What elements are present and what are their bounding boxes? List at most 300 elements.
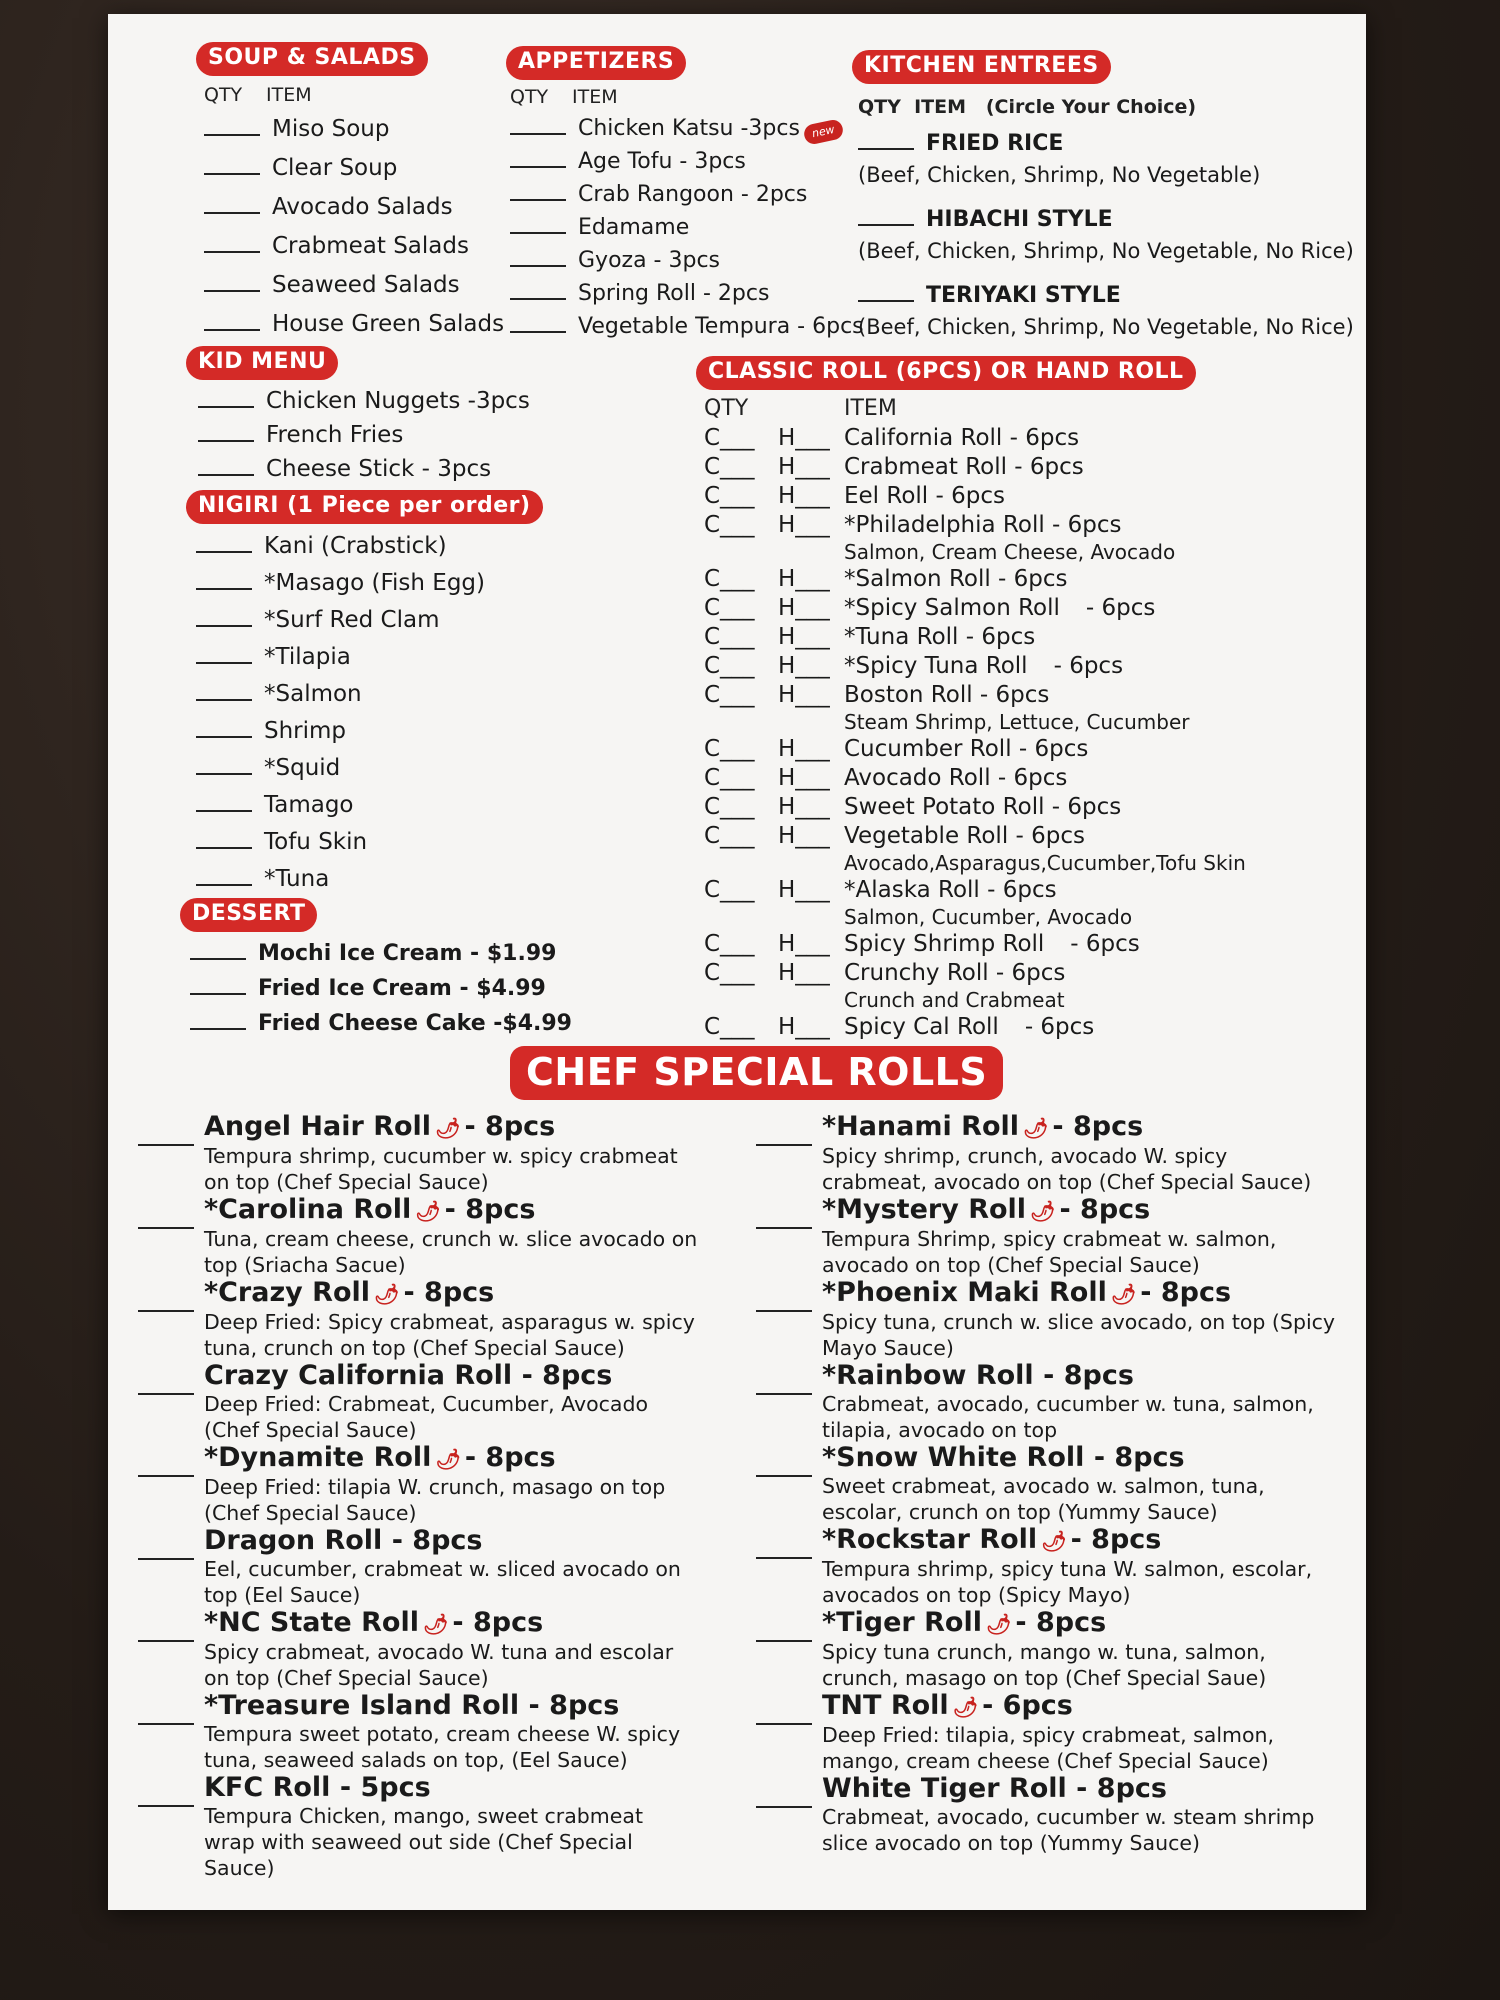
classic-roll-name: Eel Roll - 6pcs	[844, 483, 1005, 509]
chef-special-body	[204, 1691, 698, 1773]
classic-roll-item	[704, 793, 1344, 822]
qty-blank[interactable]	[138, 1707, 194, 1725]
nigiri-item	[196, 861, 516, 898]
chef-special-body	[822, 1361, 1336, 1443]
qty-blank[interactable]	[858, 132, 914, 150]
qty-label: QTY	[704, 396, 749, 421]
chef-special-desc: Tempura Chicken, mango, sweet crabmeat wrap with seaweed out side (Chef Special Sauce)	[204, 1804, 643, 1880]
classic-roll-item	[704, 822, 1344, 851]
classic-roll-checkbox[interactable]: C___	[704, 512, 755, 538]
chef-special-desc: Spicy shrimp, crunch, avocado W. spicy crabmeat, avocado on top (Chef Special Sauce)	[822, 1144, 1312, 1194]
qty-blank[interactable]	[756, 1790, 812, 1808]
chef-special-pcs: - 5pcs	[339, 1772, 431, 1803]
chef-special-name: *Treasure Island Roll	[204, 1690, 520, 1721]
classic-roll-name: *Philadelphia Roll - 6pcs	[844, 512, 1122, 538]
chef-special-title	[204, 1278, 698, 1309]
chef-special-body	[822, 1691, 1336, 1774]
hand-roll-checkbox[interactable]: H___	[778, 931, 830, 957]
nigiri-item	[196, 565, 516, 602]
dessert-item	[190, 1006, 572, 1041]
chef-special-pcs: - 8pcs	[452, 1607, 544, 1638]
qty-blank[interactable]	[510, 183, 566, 201]
classic-roll-pcs: - 6pcs	[1085, 595, 1156, 621]
qty-blank[interactable]	[198, 390, 254, 408]
classic-roll-name: Spicy Shrimp Roll	[844, 931, 1045, 957]
classic-roll-checkbox[interactable]: C___	[704, 682, 755, 708]
hand-roll-checkbox[interactable]: H___	[778, 823, 830, 849]
appetizers-heading: APPETIZERS	[506, 46, 686, 80]
chili-pepper-icon: 🌶	[415, 1199, 441, 1223]
hand-roll-checkbox[interactable]: H___	[778, 624, 830, 650]
classic-roll-desc: Salmon, Cream Cheese, Avocado	[844, 540, 1176, 564]
qty-blank[interactable]	[196, 720, 252, 738]
qty-blank[interactable]	[756, 1541, 812, 1559]
chef-special-title	[204, 1112, 698, 1143]
chef-special-item	[138, 1195, 698, 1278]
chili-pepper-icon: 🌶	[374, 1282, 400, 1306]
appetizers-header	[510, 82, 810, 112]
chef-special-body	[204, 1278, 698, 1361]
qty-blank[interactable]	[204, 196, 260, 214]
classic-roll-item	[704, 959, 1344, 988]
classic-roll-desc: Steam Shrimp, Lettuce, Cucumber	[844, 710, 1190, 734]
kid-menu-item	[198, 384, 530, 418]
classic-header	[704, 394, 1344, 424]
qty-blank[interactable]	[190, 977, 246, 995]
chef-special-item	[138, 1526, 698, 1608]
classic-roll-item	[704, 930, 1344, 959]
classic-roll-item	[704, 424, 1344, 453]
kid-menu-item	[198, 452, 518, 486]
appetizer-item-label: Vegetable Tempura - 6pcs	[578, 314, 864, 339]
classic-roll-checkbox[interactable]: C___	[704, 877, 755, 903]
qty-label: QTY	[204, 84, 243, 106]
classic-roll-name: California Roll - 6pcs	[844, 425, 1080, 451]
chili-pepper-icon: 🌶	[1030, 1199, 1056, 1223]
nigiri-item-label: Shrimp	[264, 718, 347, 744]
kitchen-header: QTY ITEM (Circle Your Choice)	[858, 96, 1197, 118]
nigiri-item	[196, 676, 516, 713]
hand-roll-checkbox[interactable]: H___	[778, 595, 830, 621]
classic-roll-checkbox[interactable]: C___	[704, 1014, 755, 1040]
kitchen-entree-name: FRIED RICE	[926, 131, 1064, 156]
nigiri-item-label: *Tilapia	[264, 644, 351, 670]
chef-special-pcs: - 8pcs	[1093, 1442, 1185, 1473]
chef-special-pcs: - 8pcs	[1043, 1360, 1134, 1391]
classic-roll-name: Cucumber Roll - 6pcs	[844, 736, 1089, 762]
chef-special-item	[138, 1608, 698, 1691]
chef-special-title	[822, 1278, 1336, 1309]
hand-roll-checkbox[interactable]: H___	[778, 653, 830, 679]
qty-blank[interactable]	[138, 1789, 194, 1807]
nigiri-item	[196, 787, 516, 824]
chef-special-item	[756, 1112, 1336, 1195]
chef-special-title	[204, 1773, 698, 1803]
qty-blank[interactable]	[756, 1294, 812, 1312]
qty-blank[interactable]	[756, 1459, 812, 1477]
dessert-item-label: Mochi Ice Cream - $1.99	[258, 941, 557, 966]
classic-roll-checkbox[interactable]: C___	[704, 454, 755, 480]
chef-special-item	[138, 1278, 698, 1361]
qty-blank[interactable]	[138, 1542, 194, 1560]
appetizer-item-label: Age Tofu - 3pcs	[578, 149, 746, 174]
qty-blank[interactable]	[510, 282, 566, 300]
chef-special-desc: Deep Fried: tilapia W. crunch, masago on top (Chef Special Sauce)	[204, 1475, 666, 1525]
chef-special-item	[756, 1608, 1336, 1691]
soup-item	[204, 149, 504, 188]
hand-roll-checkbox[interactable]: H___	[778, 736, 830, 762]
kitchen-entree-options[interactable]: (Beef, Chicken, Shrimp, No Vegetable, No Rice)	[858, 239, 1354, 263]
chef-special-name: *Carolina Roll	[204, 1194, 412, 1225]
chili-pepper-icon: 🌶	[952, 1695, 979, 1719]
nigiri-item-label: Tofu Skin	[264, 829, 368, 855]
chef-special-desc: Tempura sweet potato, cream cheese W. spicy tuna, seaweed salads on top, (Eel Sauce)	[204, 1722, 681, 1772]
kitchen-entrees-heading: KITCHEN ENTREES	[852, 50, 1111, 84]
chef-special-pcs: - 8pcs	[464, 1111, 556, 1142]
qty-blank[interactable]	[138, 1128, 194, 1146]
qty-blank[interactable]	[858, 208, 914, 226]
chili-pepper-icon: 🌶	[1110, 1282, 1137, 1306]
classic-roll-item	[704, 735, 1344, 764]
kid-menu-item-label: Cheese Stick - 3pcs	[266, 456, 492, 482]
classic-roll-pcs: - 6pcs	[1053, 653, 1124, 679]
qty-blank[interactable]	[756, 1707, 812, 1725]
classic-roll-checkbox[interactable]: C___	[704, 595, 755, 621]
qty-blank[interactable]	[196, 535, 252, 553]
kid-menu-section	[198, 384, 530, 486]
qty-blank[interactable]	[510, 315, 566, 333]
appetizer-item-label: Edamame	[578, 215, 690, 240]
chef-special-item	[756, 1195, 1336, 1278]
soup-item	[204, 227, 504, 266]
hand-roll-checkbox[interactable]: H___	[778, 1014, 830, 1040]
classic-roll-checkbox[interactable]: C___	[704, 794, 755, 820]
chef-special-desc: Eel, cucumber, crabmeat w. sliced avocado on top (Eel Sauce)	[204, 1557, 681, 1607]
chef-special-name: *NC State Roll	[204, 1607, 419, 1638]
chef-special-item	[756, 1443, 1336, 1525]
classic-roll-checkbox[interactable]: C___	[704, 483, 755, 509]
chili-pepper-icon: 🌶	[435, 1447, 461, 1471]
nigiri-item-label: *Surf Red Clam	[264, 607, 440, 633]
chef-special-right	[756, 1112, 1336, 1856]
soup-item-label: Seaweed Salads	[272, 272, 460, 298]
qty-blank[interactable]	[204, 235, 260, 253]
qty-blank[interactable]	[196, 868, 252, 886]
classic-roll-name: *Alaska Roll - 6pcs	[844, 877, 1057, 903]
chef-special-body	[204, 1526, 698, 1608]
classic-roll-item	[704, 482, 1344, 511]
chef-special-desc: Spicy tuna, crunch w. slice avocado, on top (Spicy Mayo Sauce)	[822, 1310, 1336, 1360]
nigiri-item-label: *Squid	[264, 755, 341, 781]
chili-pepper-icon: 🌶	[1023, 1116, 1049, 1140]
dessert-item	[190, 971, 550, 1006]
qty-blank[interactable]	[204, 157, 260, 175]
soup-item-label: Clear Soup	[272, 155, 398, 181]
qty-blank[interactable]	[198, 424, 254, 442]
chef-special-body	[822, 1608, 1336, 1691]
chef-special-title	[822, 1525, 1336, 1556]
classic-roll-section	[704, 394, 1344, 1042]
classic-roll-desc: Avocado,Asparagus,Cucumber,Tofu Skin	[844, 851, 1246, 875]
chef-special-name: *Phoenix Maki Roll	[822, 1277, 1107, 1308]
chef-special-name: *Rainbow Roll	[822, 1360, 1034, 1391]
qty-blank[interactable]	[756, 1128, 812, 1146]
chef-special-name: Dragon Roll	[204, 1525, 383, 1556]
chili-pepper-icon: 🌶	[435, 1116, 461, 1140]
chef-special-desc: Spicy tuna crunch, mango w. tuna, salmon, crunch, masago on top (Chef Special Saue)	[822, 1640, 1267, 1690]
chef-special-pcs: - 8pcs	[1076, 1773, 1167, 1804]
qty-blank[interactable]	[756, 1624, 812, 1642]
classic-roll-item	[704, 764, 1344, 793]
chef-special-name: *Dynamite Roll	[204, 1442, 432, 1473]
classic-roll-checkbox[interactable]: C___	[704, 624, 755, 650]
qty-blank[interactable]	[190, 1012, 246, 1030]
classic-roll-desc: Crunch and Crabmeat	[844, 988, 1065, 1012]
kitchen-entree-options[interactable]: (Beef, Chicken, Shrimp, No Vegetable, No Rice)	[858, 315, 1354, 339]
soup-item-label: Crabmeat Salads	[272, 233, 469, 259]
classic-roll-name: Crabmeat Roll - 6pcs	[844, 454, 1084, 480]
classic-roll-item	[704, 565, 1344, 594]
new-badge: new	[802, 118, 844, 146]
chef-special-desc: Tempura Shrimp, spicy crabmeat w. salmon, avocado on top (Chef Special Sauce)	[822, 1227, 1277, 1277]
chef-special-name: TNT Roll	[822, 1690, 949, 1721]
chef-special-pcs: - 8pcs	[528, 1690, 620, 1721]
dessert-heading: DESSERT	[180, 898, 317, 932]
chef-special-desc: Deep Fried: tilapia, spicy crabmeat, salmon, mango, cream cheese (Chef Special Sauce)	[822, 1723, 1275, 1773]
soup-item-label: Avocado Salads	[272, 194, 453, 220]
chef-special-left	[138, 1112, 698, 1881]
classic-roll-item	[704, 594, 1344, 623]
chef-special-name: *Rockstar Roll	[822, 1524, 1038, 1555]
classic-roll-item	[704, 1013, 1344, 1042]
qty-blank[interactable]	[510, 117, 566, 135]
appetizer-item-label: Gyoza - 3pcs	[578, 248, 721, 273]
qty-blank[interactable]	[756, 1377, 812, 1395]
chef-special-body	[822, 1112, 1336, 1195]
qty-blank[interactable]	[510, 216, 566, 234]
hand-roll-checkbox[interactable]: H___	[778, 566, 830, 592]
nigiri-item-label: *Tuna	[264, 866, 330, 892]
chef-special-title	[204, 1608, 698, 1639]
qty-blank[interactable]	[196, 757, 252, 775]
chef-special-body	[822, 1443, 1336, 1525]
chef-special-name: *Hanami Roll	[822, 1111, 1020, 1142]
qty-blank[interactable]	[756, 1211, 812, 1229]
nigiri-item	[196, 528, 516, 565]
classic-roll-checkbox[interactable]: C___	[704, 960, 755, 986]
chef-special-name: *Mystery Roll	[822, 1194, 1027, 1225]
classic-roll-name: Sweet Potato Roll - 6pcs	[844, 794, 1122, 820]
item-label: ITEM	[266, 84, 312, 106]
chef-special-name: Angel Hair Roll	[204, 1111, 432, 1142]
chef-special-body	[204, 1608, 698, 1691]
classic-roll-checkbox[interactable]: C___	[704, 931, 755, 957]
classic-roll-name: Vegetable Roll - 6pcs	[844, 823, 1085, 849]
chef-special-pcs: - 8pcs	[403, 1277, 495, 1308]
chef-special-heading: CHEF SPECIAL ROLLS	[510, 1046, 1003, 1100]
nigiri-item	[196, 824, 516, 861]
qty-blank[interactable]	[204, 118, 260, 136]
chef-special-pcs: - 8pcs	[464, 1442, 556, 1473]
chef-special-body	[204, 1361, 698, 1443]
chef-special-title	[204, 1361, 698, 1391]
qty-blank[interactable]	[198, 458, 254, 476]
chef-special-title	[822, 1691, 1336, 1722]
hand-roll-checkbox[interactable]: H___	[778, 877, 830, 903]
classic-roll-checkbox[interactable]: C___	[704, 653, 755, 679]
chef-special-pcs: - 8pcs	[1015, 1607, 1107, 1638]
classic-roll-item	[704, 652, 1344, 681]
dessert-section	[190, 936, 572, 1041]
dessert-item	[190, 936, 557, 971]
chef-special-name: *Tiger Roll	[822, 1607, 982, 1638]
chef-special-pcs: - 8pcs	[521, 1360, 613, 1391]
qty-blank[interactable]	[196, 646, 252, 664]
soup-item-label: House Green Salads	[272, 311, 505, 337]
classic-roll-name: Boston Roll - 6pcs	[844, 682, 1050, 708]
qty-blank[interactable]	[190, 942, 246, 960]
chef-special-title	[204, 1691, 698, 1721]
soup-item	[204, 188, 504, 227]
hand-roll-checkbox[interactable]: H___	[778, 794, 830, 820]
classic-roll-name: *Spicy Tuna Roll	[844, 653, 1028, 679]
hand-roll-checkbox[interactable]: H___	[778, 512, 830, 538]
qty-blank[interactable]	[510, 150, 566, 168]
hand-roll-checkbox[interactable]: H___	[778, 425, 830, 451]
chef-special-item	[756, 1278, 1336, 1361]
chef-special-title	[822, 1195, 1336, 1226]
chef-special-desc: Crabmeat, avocado, cucumber w. steam shrimp slice avocado on top (Yummy Sauce)	[822, 1805, 1315, 1855]
appetizer-item-label: Crab Rangoon - 2pcs	[578, 182, 808, 207]
classic-roll-checkbox[interactable]: C___	[704, 566, 755, 592]
chef-special-body	[822, 1525, 1336, 1608]
appetizers-section	[510, 82, 864, 343]
classic-roll-checkbox[interactable]: C___	[704, 736, 755, 762]
chef-special-item	[138, 1773, 698, 1881]
soup-salads-section	[204, 80, 504, 344]
classic-roll-name: *Tuna Roll - 6pcs	[844, 624, 1036, 650]
nigiri-heading: NIGIRI (1 Piece per order)	[186, 490, 543, 524]
chef-special-body	[204, 1195, 698, 1278]
chef-special-name: Crazy California Roll	[204, 1360, 513, 1391]
qty-blank[interactable]	[196, 572, 252, 590]
chef-special-body	[204, 1443, 698, 1526]
chef-special-title	[822, 1774, 1336, 1804]
hand-roll-checkbox[interactable]: H___	[778, 960, 830, 986]
hand-roll-checkbox[interactable]: H___	[778, 483, 830, 509]
soup-salads-heading: SOUP & SALADS	[196, 42, 428, 76]
classic-roll-item	[704, 453, 1344, 482]
qty-blank[interactable]	[196, 831, 252, 849]
classic-roll-checkbox[interactable]: C___	[704, 425, 755, 451]
chef-special-item	[756, 1691, 1336, 1774]
chef-special-title	[822, 1112, 1336, 1143]
appetizer-item	[510, 112, 836, 145]
qty-blank[interactable]	[138, 1459, 194, 1477]
classic-roll-desc: Salmon, Cucumber, Avocado	[844, 905, 1133, 929]
kid-menu-heading: KID MENU	[186, 346, 338, 380]
qty-blank[interactable]	[510, 249, 566, 267]
soup-item	[204, 266, 504, 305]
chef-special-item	[756, 1361, 1336, 1443]
classic-roll-checkbox[interactable]: C___	[704, 823, 755, 849]
kitchen-entree-name: TERIYAKI STYLE	[926, 283, 1121, 308]
chef-special-desc: Deep Fried: Crabmeat, Cucumber, Avocado (Chef Special Sauce)	[204, 1392, 649, 1442]
chef-special-desc: Tuna, cream cheese, crunch w. slice avocado on top (Sriacha Sacue)	[204, 1227, 698, 1277]
kitchen-entree-name: HIBACHI STYLE	[926, 207, 1113, 232]
classic-roll-name: Crunchy Roll - 6pcs	[844, 960, 1066, 986]
menu-sheet	[108, 14, 1366, 1910]
qty-blank[interactable]	[204, 313, 260, 331]
kid-menu-item-label: Chicken Nuggets -3pcs	[266, 388, 530, 414]
qty-blank[interactable]	[196, 683, 252, 701]
chef-special-name: KFC Roll	[204, 1772, 331, 1803]
appetizer-item	[510, 145, 810, 178]
kitchen-entree-title	[858, 280, 1358, 312]
chef-special-name: White Tiger Roll	[822, 1773, 1067, 1804]
chef-special-item	[138, 1691, 698, 1773]
appetizer-item	[510, 211, 810, 244]
qty-blank[interactable]	[858, 284, 914, 302]
qty-label: QTY	[510, 86, 549, 108]
classic-roll-name: *Spicy Salmon Roll	[844, 595, 1060, 621]
qty-blank[interactable]	[138, 1211, 194, 1229]
chef-special-title	[204, 1195, 698, 1226]
qty-blank[interactable]	[138, 1294, 194, 1312]
qty-blank[interactable]	[138, 1377, 194, 1395]
chef-special-title	[204, 1526, 698, 1556]
chef-special-name: *Snow White Roll	[822, 1442, 1085, 1473]
item-label: ITEM	[844, 396, 897, 421]
chef-special-title	[204, 1443, 698, 1474]
kitchen-entree-title	[858, 128, 1358, 160]
classic-roll-name: Avocado Roll - 6pcs	[844, 765, 1068, 791]
nigiri-section	[196, 528, 516, 898]
hand-roll-checkbox[interactable]: H___	[778, 454, 830, 480]
dessert-item-label: Fried Cheese Cake -$4.99	[258, 1011, 572, 1036]
nigiri-item-label: *Salmon	[264, 681, 362, 707]
item-label: ITEM	[572, 86, 618, 108]
nigiri-item	[196, 602, 516, 639]
hand-roll-checkbox[interactable]: H___	[778, 765, 830, 791]
kitchen-entree-options[interactable]: (Beef, Chicken, Shrimp, No Vegetable)	[858, 163, 1261, 187]
appetizer-item	[510, 277, 810, 310]
chef-special-pcs: - 8pcs	[1070, 1524, 1162, 1555]
kid-menu-item-label: French Fries	[266, 422, 404, 448]
soup-item-label: Miso Soup	[272, 116, 390, 142]
chef-special-item	[756, 1525, 1336, 1608]
chili-pepper-icon: 🌶	[422, 1612, 449, 1636]
chef-special-desc: Crabmeat, avocado, cucumber w. tuna, salmon, tilapia, avocado on top	[822, 1392, 1314, 1442]
chef-special-pcs: - 8pcs	[391, 1525, 483, 1556]
classic-roll-pcs: - 6pcs	[1070, 931, 1140, 957]
qty-blank[interactable]	[204, 274, 260, 292]
nigiri-item	[196, 750, 516, 787]
qty-blank[interactable]	[196, 794, 252, 812]
nigiri-item-label: Tamago	[264, 792, 354, 818]
classic-roll-item	[704, 876, 1344, 905]
qty-blank[interactable]	[138, 1624, 194, 1642]
chef-special-desc: Tempura shrimp, spicy tuna W. salmon, escolar, avocados on top (Spicy Mayo)	[822, 1557, 1313, 1607]
qty-blank[interactable]	[196, 609, 252, 627]
chef-special-desc: Deep Fried: Spicy crabmeat, asparagus w. spicy tuna, crunch on top (Chef Special Sauce)	[204, 1310, 695, 1360]
chef-special-pcs: - 8pcs	[444, 1194, 536, 1225]
appetizer-item	[510, 310, 864, 343]
hand-roll-checkbox[interactable]: H___	[778, 682, 830, 708]
classic-roll-checkbox[interactable]: C___	[704, 765, 755, 791]
kitchen-entree	[858, 204, 1358, 266]
nigiri-item-label: *Masago (Fish Egg)	[264, 570, 485, 596]
